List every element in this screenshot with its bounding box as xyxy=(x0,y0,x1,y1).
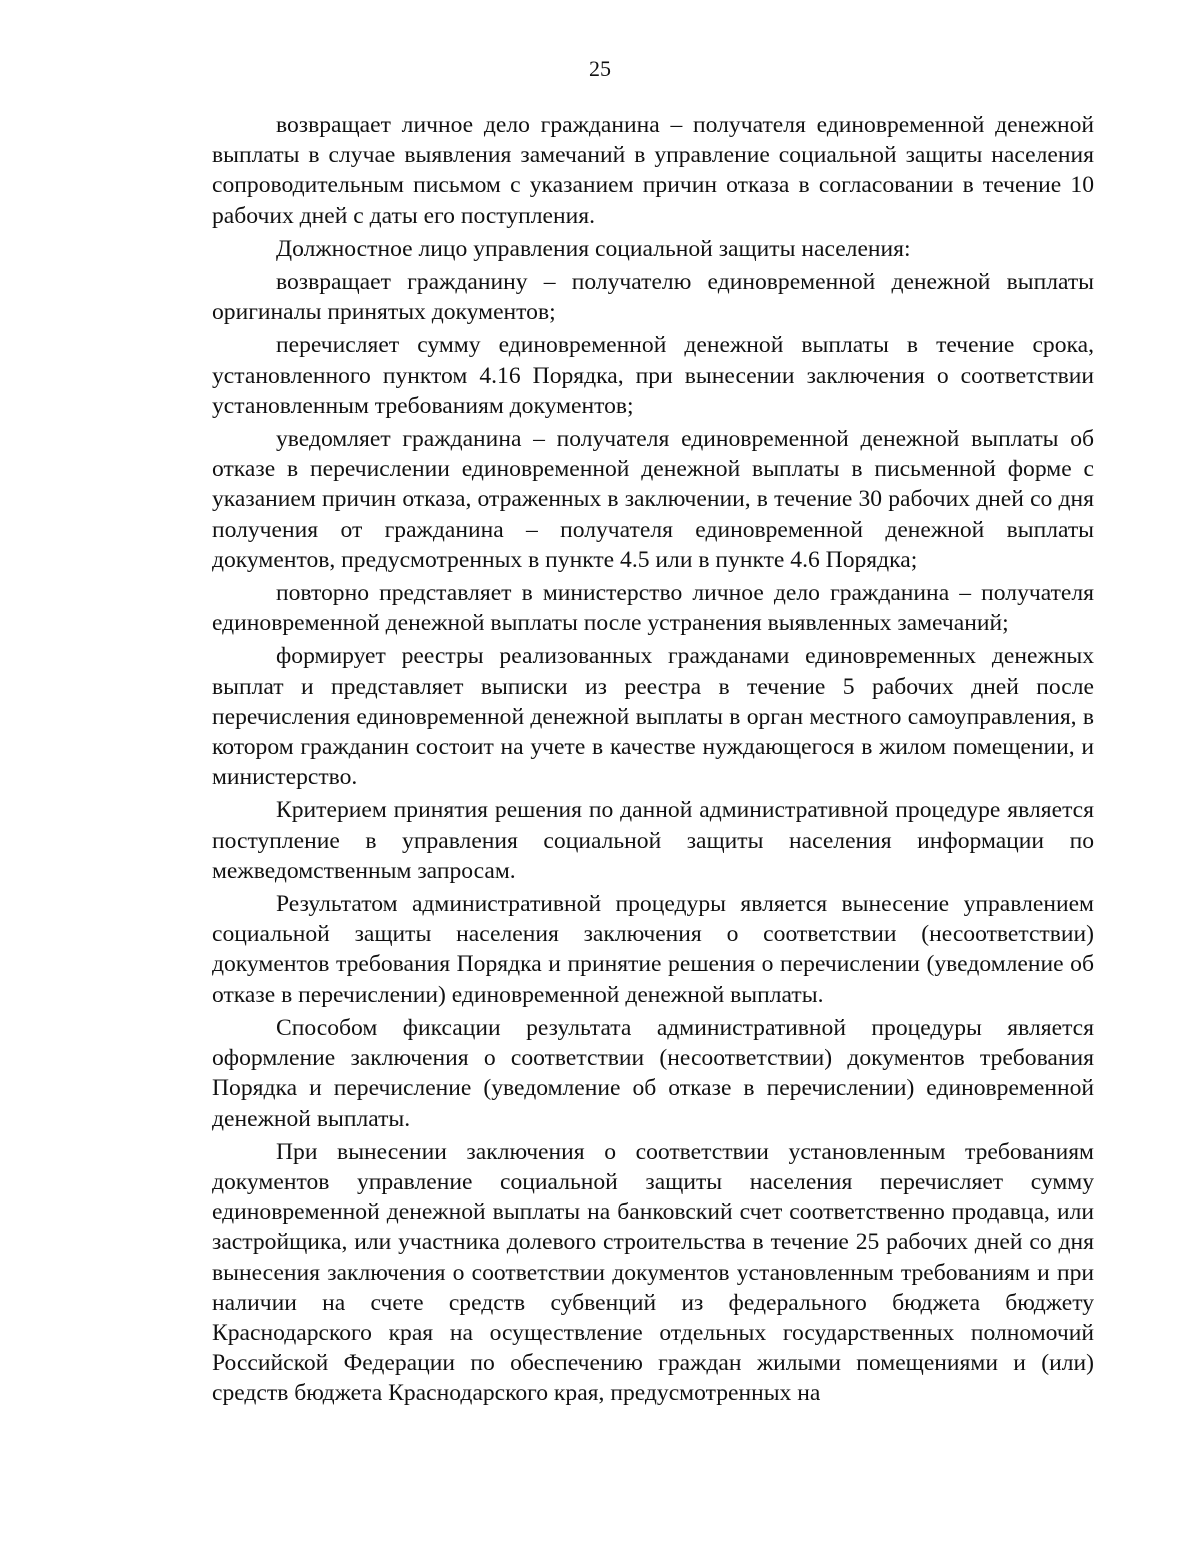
paragraph-return-originals: возвращает гражданину – получателю единовременной денежной выплаты оригиналы принятых документов; xyxy=(212,269,1094,326)
paragraph-payment-transfer-terms: При вынесении заключения о соответствии установленным требованиям документов управление социальной защиты населения перечисляет сумму единовременной денежной выплаты на банковский счет соответственно продавца, или застройщика, или участника долевого строительства в течение 25 рабочих дней со дня вынесения заключения о соответствии документов установленным требованиям и при наличии на счете средств субвенций из федерального бюджета бюджету Краснодарского края на осуществление отдельных государственных полномочий Российской Федерации по обеспечению граждан жилыми помещениями и (или) средств бюджета Краснодарского края, предусмотренных на xyxy=(212,1138,1094,1407)
paragraph-official-intro: Должностное лицо управления социальной защиты населения: xyxy=(276,235,911,262)
paragraph-notify-refusal: уведомляет гражданина – получателя единовременной денежной выплаты об отказе в перечислении единовременной денежной выплаты в письменной форме с указанием причин отказа, отраженных в заключении, в течение 30 рабочих дней со дня получения от гражданина – получателя единовременной денежной выплаты документов, предусмотренных в пункте 4.5 или в пункте 4.6 Порядка; xyxy=(212,426,1094,573)
paragraph-return-file: возвращает личное дело гражданина – получателя единовременной денежной выплаты в случае выявления замечаний в управление социальной защиты населения сопроводительным письмом с указанием причин отказа в согласовании в течение 10 рабочих дней с даты его поступления. xyxy=(212,112,1094,229)
paragraph-procedure-result: Результатом административной процедуры является вынесение управлением социальной защиты населения заключения о соответствии (несоответствии) документов требования Порядка и принятие решения о перечислении (уведомление об отказе в перечислении) единовременной денежной выплаты. xyxy=(212,891,1094,1008)
page-number: 25 xyxy=(589,56,611,81)
paragraph-form-registers: формирует реестры реализованных гражданами единовременных денежных выплат и представляет выписки из реестра в течение 5 рабочих дней после перечисления единовременной денежной выплаты в орган местного самоуправления, в котором гражданин состоит на учете в качестве нуждающегося в жилом помещении, и министерство. xyxy=(212,643,1094,791)
paragraph-resubmit-file: повторно представляет в министерство личное дело гражданина – получателя единовременной денежной выплаты после устранения выявленных замечаний; xyxy=(212,580,1094,637)
paragraph-fixation-method: Способом фиксации результата административной процедуры является оформление заключения о соответствии (несоответствии) документов требования Порядка и перечисление (уведомление об отказе в перечислении) единовременной денежной выплаты. xyxy=(212,1014,1094,1132)
document-body xyxy=(212,110,1094,1412)
paragraph-transfer-payment: перечисляет сумму единовременной денежной выплаты в течение срока, установленного пунктом 4.16 Порядка, при вынесении заключения о соответствии установленным требованиям документов; xyxy=(212,332,1094,419)
paragraph-decision-criterion: Критерием принятия решения по данной административной процедуре является поступление в управления социальной защиты населения информации по межведомственным запросам. xyxy=(212,797,1094,884)
